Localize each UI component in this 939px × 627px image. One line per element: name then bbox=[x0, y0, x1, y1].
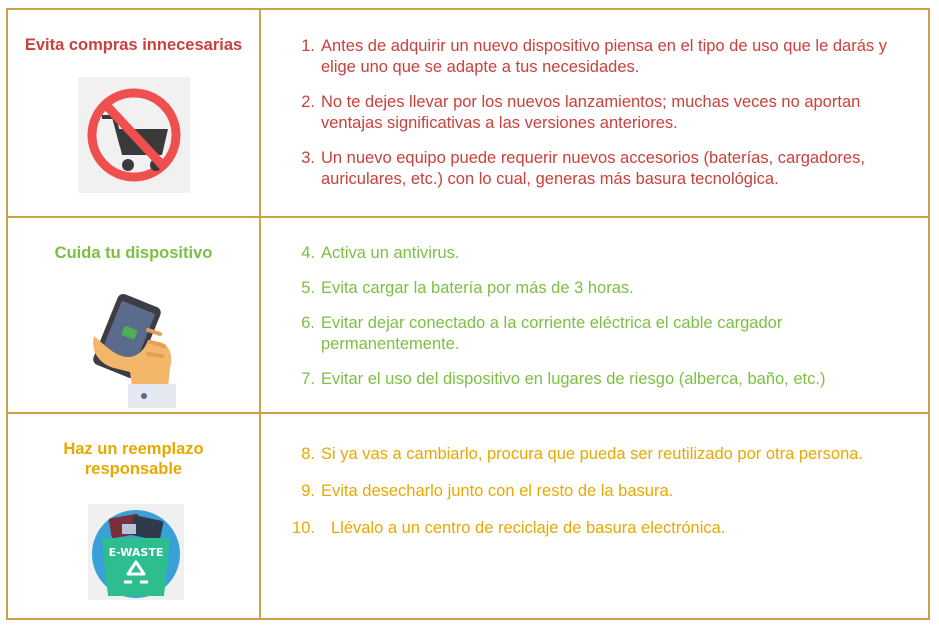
item-text: Evitar el uso del dispositivo en lugares de riesgo (alberca, baño, etc.) bbox=[321, 370, 826, 388]
list-item bbox=[289, 243, 914, 264]
item-text: Evita desecharlo junto con el resto de la basura. bbox=[321, 482, 674, 500]
item-text: Activa un antivirus. bbox=[321, 244, 460, 262]
item-number: 6. bbox=[301, 314, 315, 332]
section-row-reemplazo bbox=[8, 412, 928, 618]
list-item bbox=[289, 369, 914, 390]
tips-list bbox=[289, 243, 914, 390]
section-header-cell bbox=[8, 414, 261, 618]
item-number: 3. bbox=[301, 149, 315, 167]
list-item bbox=[289, 444, 914, 465]
item-text: Llévalo a un centro de reciclaje de basura electrónica. bbox=[331, 519, 726, 537]
no-shopping-cart-icon bbox=[78, 77, 190, 193]
section-header-cell bbox=[8, 218, 261, 412]
e-waste-bin-icon bbox=[88, 504, 184, 600]
item-text: Un nuevo equipo puede requerir nuevos accesorios (baterías, cargadores, auriculares, etc.) con lo cual, generas más basura tecnológica. bbox=[321, 149, 865, 188]
list-item bbox=[289, 278, 914, 299]
section-heading: Cuida tu dispositivo bbox=[54, 244, 213, 262]
item-text: Si ya vas a cambiarlo, procura que pueda ser reutilizado por otra persona. bbox=[321, 445, 864, 463]
item-number: 5. bbox=[301, 279, 315, 297]
hand-holding-phone-icon bbox=[86, 290, 178, 408]
list-item bbox=[289, 148, 914, 190]
list-item bbox=[289, 518, 914, 539]
item-number: 8. bbox=[301, 445, 315, 463]
list-item bbox=[289, 36, 914, 78]
list-item bbox=[289, 92, 914, 134]
item-number: 7. bbox=[301, 370, 315, 388]
item-text: Evitar dejar conectado a la corriente eléctrica el cable cargador permanentemente. bbox=[321, 314, 783, 353]
section-header-cell bbox=[8, 10, 261, 216]
tips-list bbox=[289, 36, 914, 190]
section-items-cell bbox=[261, 218, 928, 412]
section-row-compras bbox=[8, 10, 928, 216]
tips-table bbox=[6, 8, 930, 620]
tips-list bbox=[289, 444, 914, 539]
item-number: 2. bbox=[301, 93, 315, 111]
e-waste-label: E-WASTE bbox=[108, 546, 164, 559]
section-heading: Evita compras innecesarias bbox=[24, 36, 243, 54]
list-item bbox=[289, 313, 914, 355]
item-text: Evita cargar la batería por más de 3 horas. bbox=[321, 279, 634, 297]
item-text: Antes de adquirir un nuevo dispositivo piensa en el tipo de uso que le darás y elige uno que se adapte a tus necesidades. bbox=[321, 37, 887, 76]
section-heading: Haz un reemplazo responsable bbox=[63, 440, 204, 478]
section-items-cell bbox=[261, 10, 928, 216]
item-number: 10. bbox=[292, 519, 315, 537]
item-number: 9. bbox=[301, 482, 315, 500]
item-number: 4. bbox=[301, 244, 315, 262]
list-item bbox=[289, 481, 914, 502]
section-items-cell bbox=[261, 414, 928, 618]
item-text: No te dejes llevar por los nuevos lanzamientos; muchas veces no aportan ventajas significativas a las versiones anteriores. bbox=[321, 93, 861, 132]
item-number: 1. bbox=[301, 37, 315, 55]
section-row-cuida bbox=[8, 216, 928, 412]
